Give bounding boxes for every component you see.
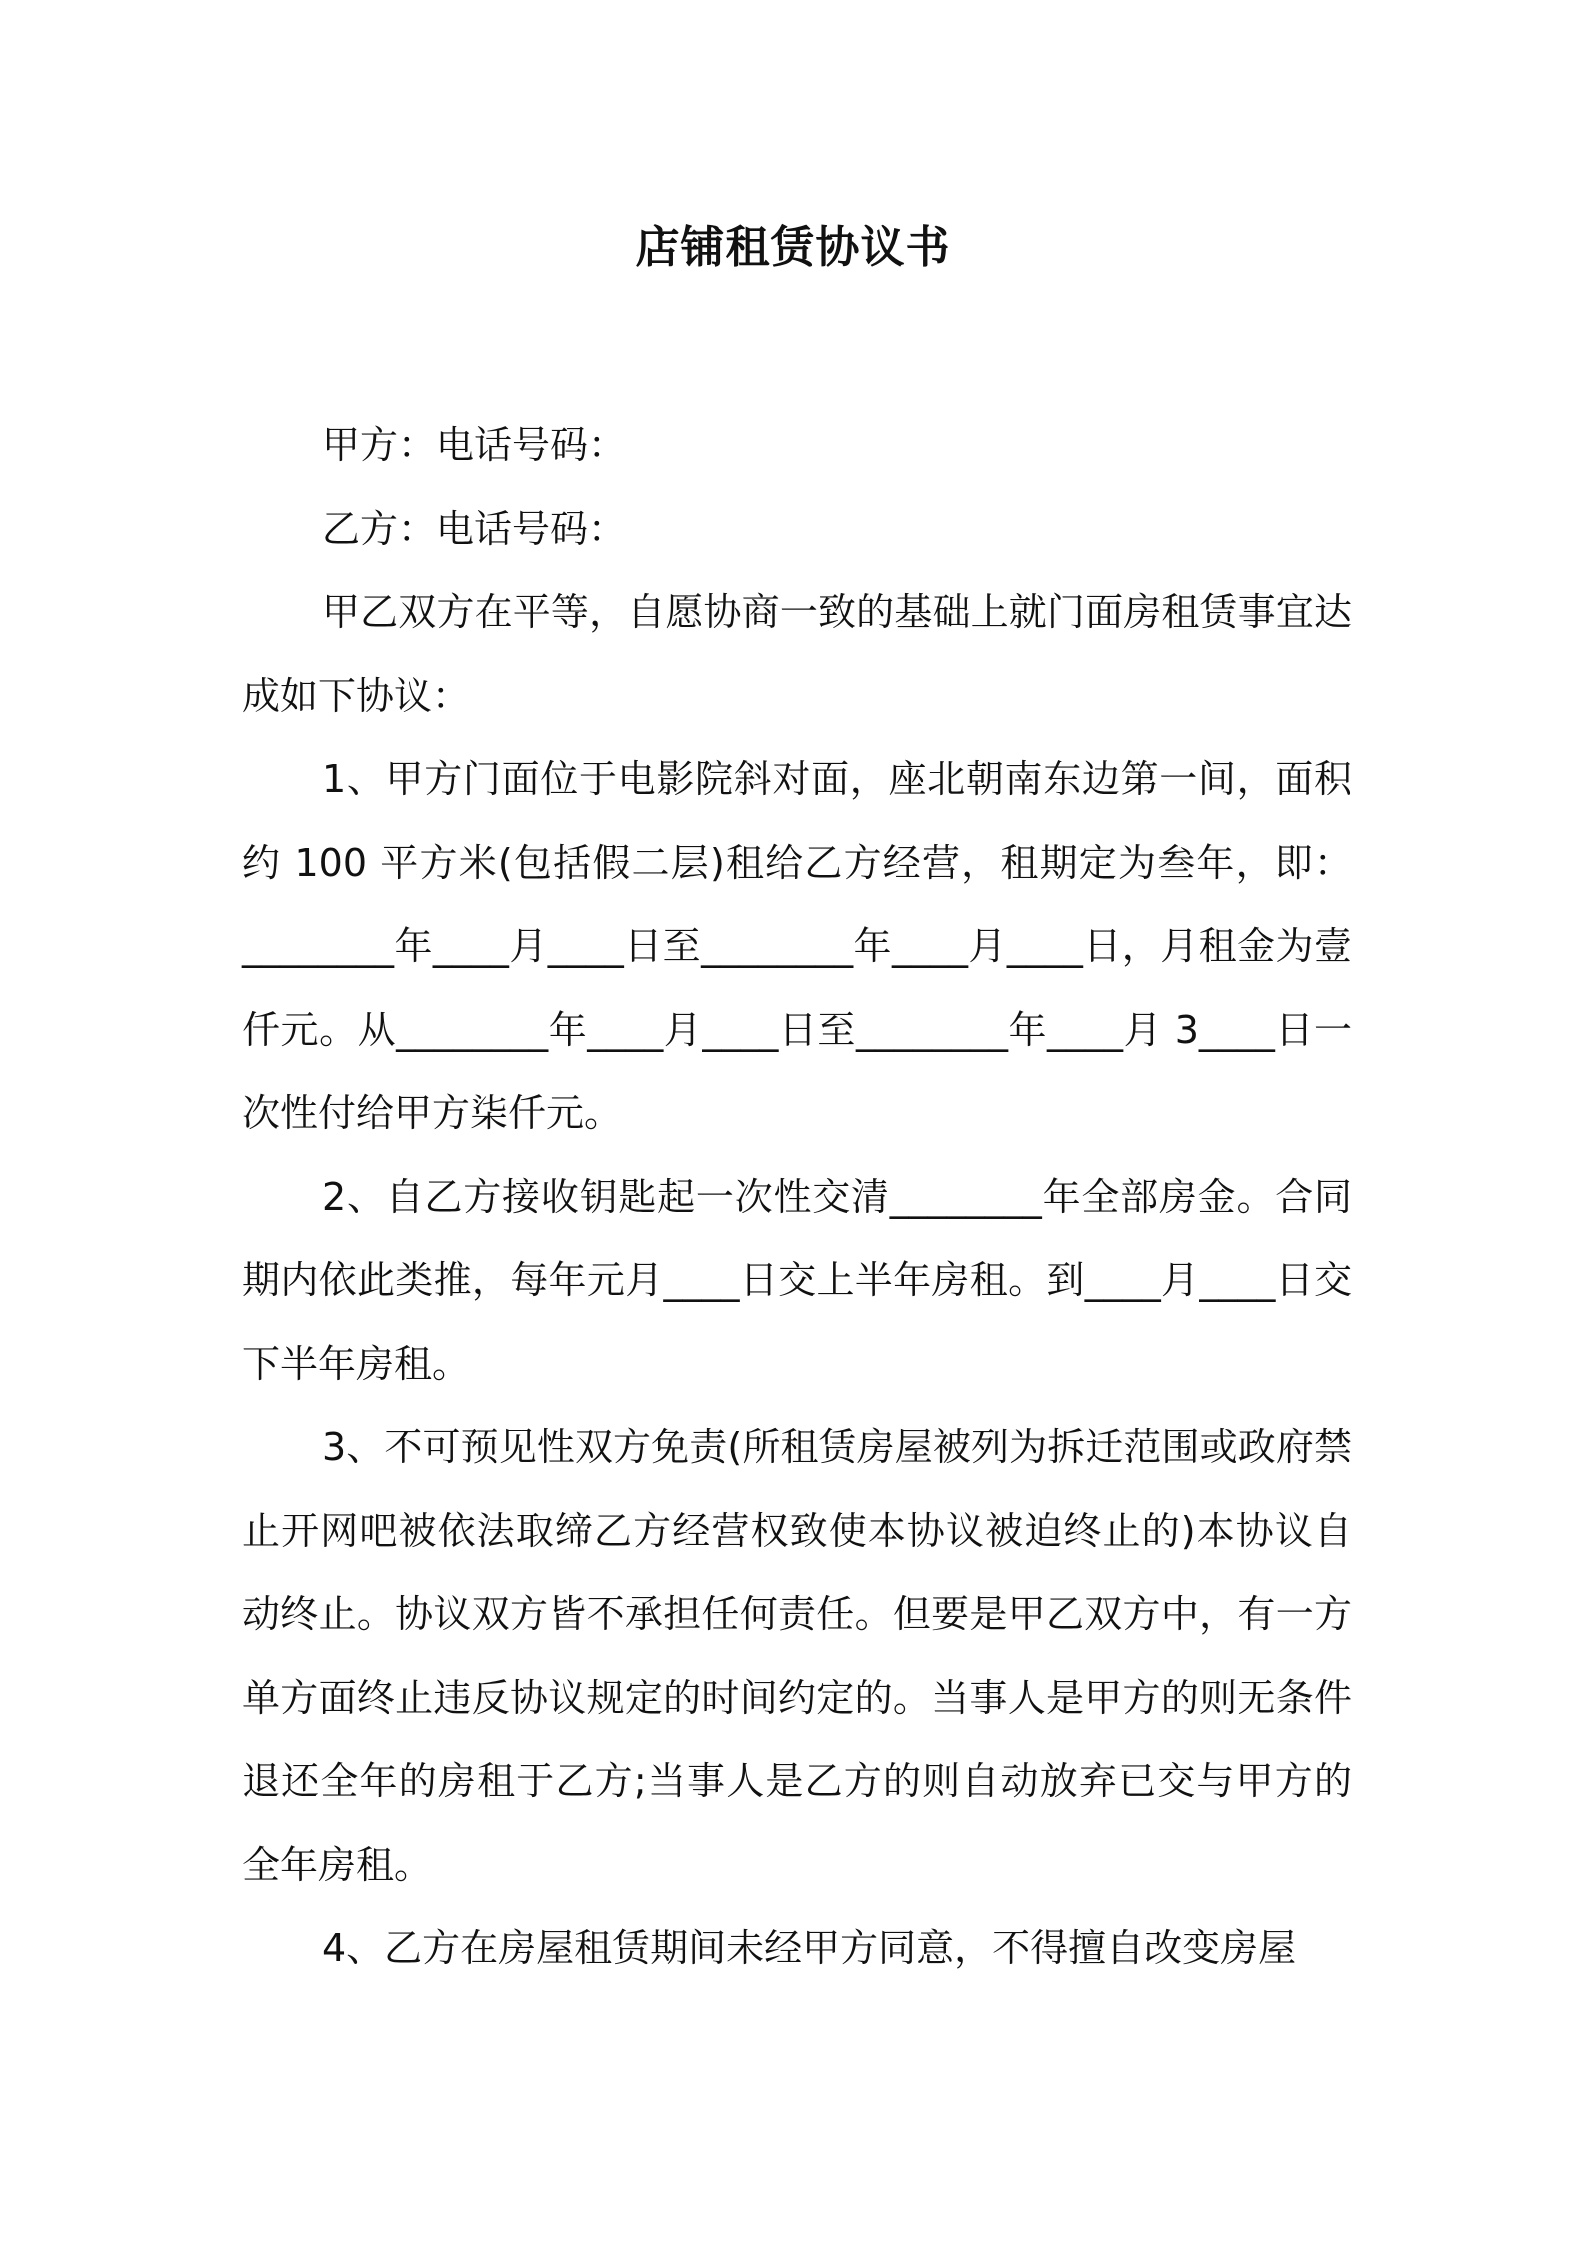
- clause-1-paragraph: 1、甲方门面位于电影院斜对面，座北朝南东边第一间，面积约 100 平方米(包括假二层)租给乙方经营，租期定为叁年，即：________年____月____日至________年____月____日，月租金为壹仟元。从________年____月____日至________年____月 3____日一次性付给甲方柒仟元。: [242, 757, 1352, 1135]
- document-title: 店铺租赁协议书: [635, 222, 951, 273]
- clause-4-paragraph: 4、乙方在房屋租赁期间未经甲方同意，不得擅自改变房屋: [322, 1926, 1297, 1970]
- document-body: [242, 404, 1352, 1991]
- party-a-line: 甲方：电话号码：: [322, 423, 627, 467]
- clause-3-paragraph: 3、不可预见性双方免责(所租赁房屋被列为拆迁范围或政府禁止开网吧被依法取缔乙方经营权致使本协议被迫终止的)本协议自动终止。协议双方皆不承担任何责任。但要是甲乙双方中，有一方单方面终止违反协议规定的时间约定的。当事人是甲方的则无条件退还全年的房租于乙方;当事人是乙方的则自动放弃已交与甲方的全年房租。: [242, 1425, 1352, 1887]
- clause-2-paragraph: 2、自乙方接收钥匙起一次性交清________年全部房金。合同期内依此类推，每年元月____日交上半年房租。到____月____日交下半年房租。: [242, 1174, 1352, 1386]
- party-b-line: 乙方：电话号码：: [322, 506, 627, 551]
- preamble-paragraph: 甲乙双方在平等，自愿协商一致的基础上就门面房租赁事宜达成如下协议：: [242, 590, 1352, 718]
